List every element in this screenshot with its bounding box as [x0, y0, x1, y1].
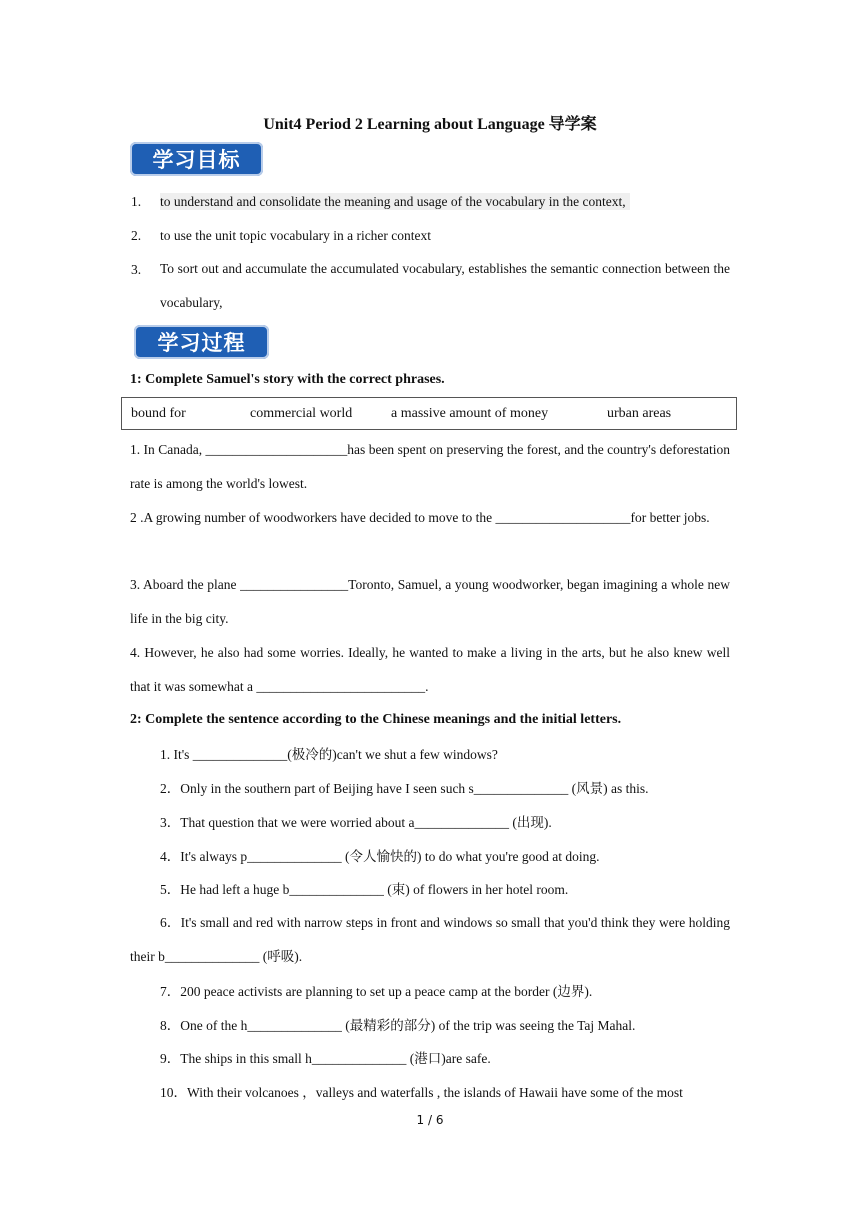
objective-text-3: To sort out and accumulate the accumulated vocabulary, establishes the semantic connection between the vocabulary,	[160, 261, 730, 310]
part1-heading: 1: Complete Samuel's story with the correct phrases.	[130, 372, 445, 387]
phrase-box	[121, 397, 737, 430]
part2-item-3: 3．That question that we were worried about a______________ (出现).	[160, 815, 552, 830]
page-number: 1 / 6	[416, 1113, 444, 1127]
objective-text-2: to use the unit topic vocabulary in a richer context	[160, 228, 432, 243]
phrase-option: commercial world	[250, 406, 353, 421]
part2-item-5: 5．He had left a huge b______________ (束) of flowers in her hotel room.	[160, 882, 569, 897]
phrase-option: bound for	[131, 406, 186, 421]
objective-text	[160, 193, 630, 210]
part2-item-7: 7．200 peace activists are planning to set up a peace camp at the border (边界).	[160, 984, 593, 999]
document-title: Unit4 Period 2 Learning about Language 导学案	[263, 116, 597, 133]
objectives-banner: 学习目标	[130, 142, 263, 176]
part2-item-4: 4．It's always p______________ (令人愉快的) to do what you're good at doing.	[160, 849, 600, 864]
phrase-option: urban areas	[607, 406, 672, 421]
objective-number: 2.	[131, 228, 142, 243]
part1-item-3: 3. Aboard the plane ________________Toronto, Samuel, a young woodworker, began imagining a whole new life in the big city.	[130, 577, 730, 626]
phrase-option: a massive amount of money	[391, 406, 549, 421]
objective-number: 3.	[131, 262, 142, 277]
objective-text-1: to understand and consolidate the meaning and usage of the vocabulary in the context,	[160, 193, 630, 210]
part2-heading: 2: Complete the sentence according to the Chinese meanings and the initial letters.	[130, 712, 622, 727]
part2-item-8: 8．One of the h______________ (最精彩的部分) of the trip was seeing the Taj Mahal.	[160, 1018, 636, 1033]
part2-item-9: 9．The ships in this small h______________ (港口)are safe.	[160, 1051, 491, 1066]
part2-item-6: 6．It's small and red with narrow steps in front and windows so small that you'd think they were holding their b______________ (呼吸).	[130, 915, 730, 964]
part2-item-2: 2．Only in the southern part of Beijing have I seen such s______________ (风景) as this.	[160, 781, 649, 796]
process-banner: 学习过程	[134, 325, 269, 359]
part1-item-2: 2 .A growing number of woodworkers have decided to move to the ____________________for better jobs.	[130, 510, 710, 525]
part1-item-4: 4. However, he also had some worries. Ideally, he wanted to make a living in the arts, but he also knew well that it was somewhat a _________________________.	[130, 645, 730, 694]
part2-item-10: 10．With their volcanoes ，valleys and waterfalls , the islands of Hawaii have some of the most	[160, 1085, 683, 1100]
objective-number: 1.	[131, 194, 142, 209]
part1-item-1: 1. In Canada, _____________________has been spent on preserving the forest, and the country's deforestation rate is among the world's lowest.	[130, 442, 730, 491]
part2-item-1: 1. It's ______________(极冷的)can't we shut a few windows?	[160, 747, 498, 762]
